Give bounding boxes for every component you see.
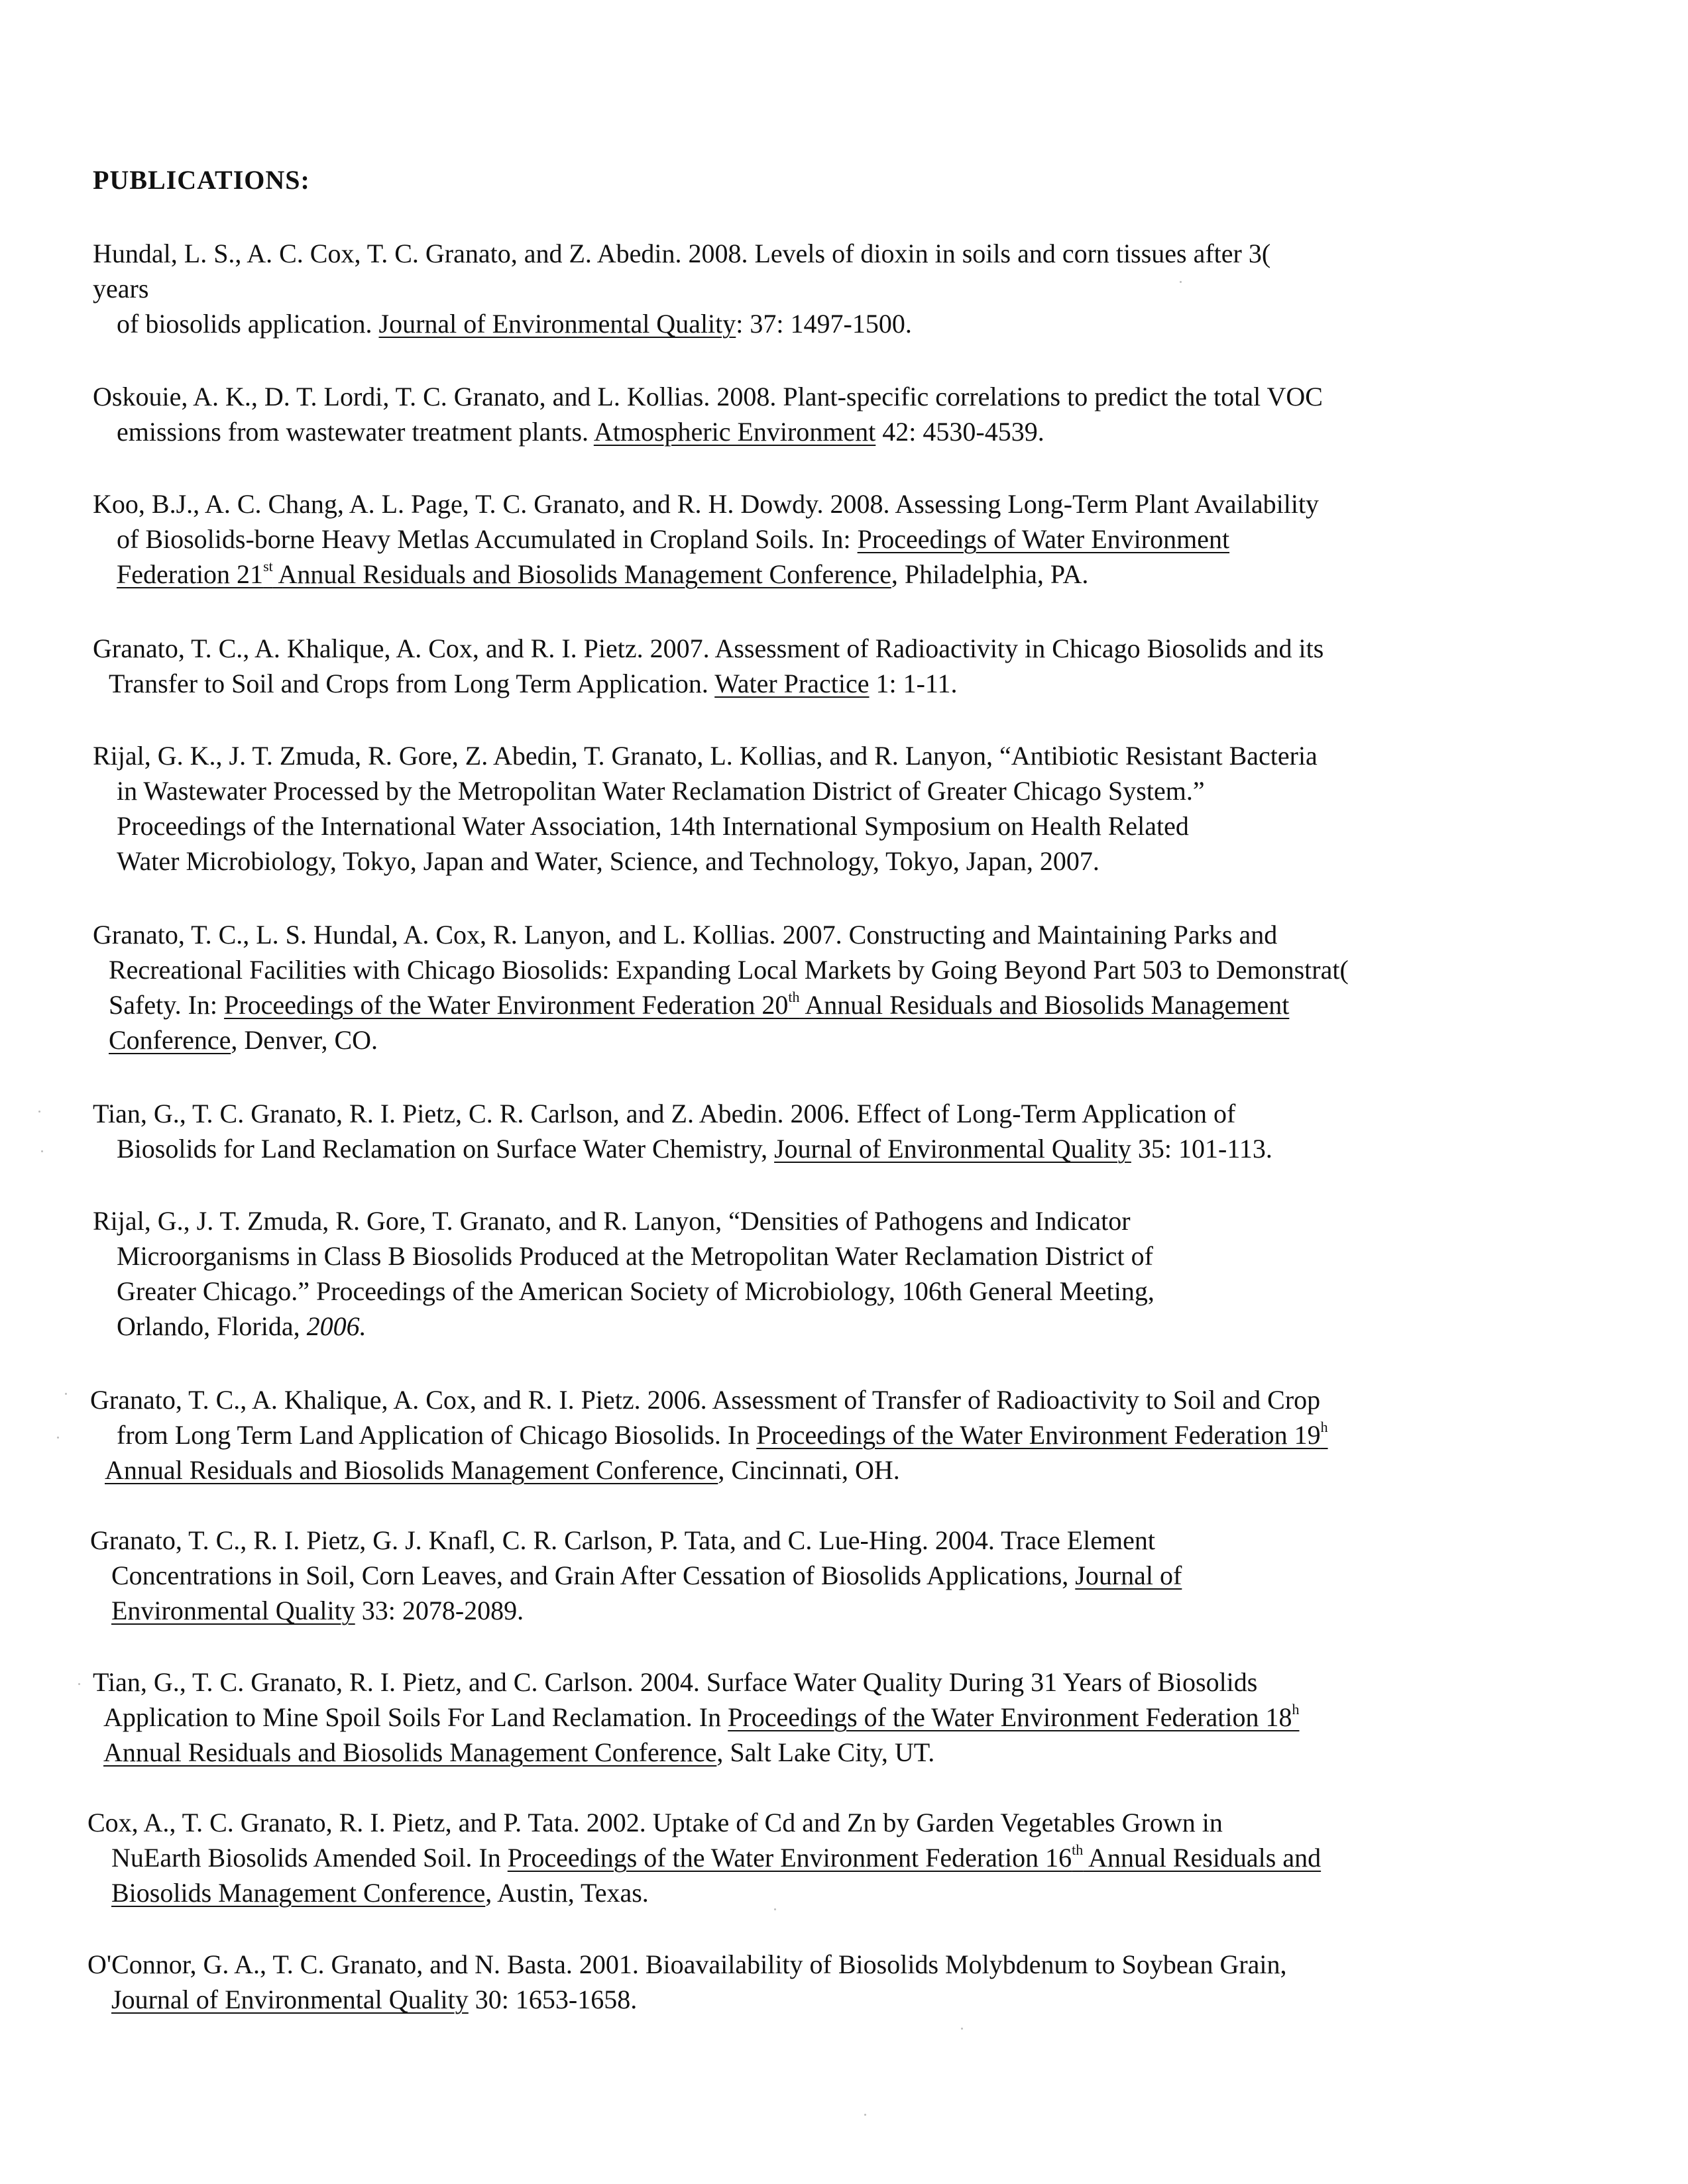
entry-line: [90, 1417, 1328, 1452]
entry-line: Granato, T. C., A. Khalique, A. Cox, and R. I. Pietz. 2007. Assessment of Radioactivity in Chicago Biosolids and its: [93, 633, 1324, 663]
entry-line: Tian, G., T. C. Granato, R. I. Pietz, C. R. Carlson, and Z. Abedin. 2006. Effect of Long-Term Application of: [93, 1099, 1236, 1128]
entry-line: O'Connor, G. A., T. C. Granato, and N. Basta. 2001. Bioavailability of Biosolids Molybdenum to Soybean Grain,: [87, 1949, 1287, 1979]
entry-line: Greater Chicago.” Proceedings of the American Society of Microbiology, 106th General Meeting,: [117, 1276, 1154, 1306]
publication-entry: [93, 631, 1323, 701]
entry-text: Federation 21: [117, 559, 264, 589]
entry-line: [93, 1309, 1154, 1344]
entry-line: [93, 521, 1319, 557]
entry-line: Proceedings of the International Water Association, 14th International Symposium on Health Related: [117, 811, 1189, 841]
entry-line: [93, 306, 1270, 341]
entry-text: Proceedings of the Water Environment Federation 18: [728, 1702, 1292, 1732]
journal-title: Journal of Environmental Quality: [378, 309, 736, 339]
entry-line: Koo, B.J., A. C. Chang, A. L. Page, T. C. Granato, and R. H. Dowdy. 2008. Assessing Long-Term Plant Availability: [93, 489, 1320, 519]
entry-line: [90, 1593, 1182, 1628]
entry-text: : 37: 1497-1500.: [736, 309, 912, 339]
scan-speck: [961, 2028, 963, 2030]
publication-entry: [93, 1665, 1300, 1770]
entry-text: 30: 1653-1658.: [468, 1985, 638, 2014]
scan-speck: [57, 1437, 59, 1439]
entry-line: in Wastewater Processed by the Metropolitan Water Reclamation District of Greater Chicago System.”: [117, 776, 1205, 806]
entry-year: 2006.: [306, 1311, 366, 1341]
entry-text: Annual Residuals and: [1083, 1843, 1322, 1873]
entry-text: Safety. In:: [109, 990, 225, 1020]
entry-line: Rijal, G., J. T. Zmuda, R. Gore, T. Granato, and R. Lanyon, “Densities of Pathogens and Indicator: [93, 1206, 1131, 1236]
entry-text: , Salt Lake City, UT.: [716, 1737, 935, 1767]
entry-line: [87, 1982, 1287, 2017]
ordinal-suffix: th: [1072, 1841, 1084, 1858]
entry-text: 33: 2078-2089.: [355, 1596, 524, 1625]
entry-line: [93, 666, 1323, 701]
entry-text: Orlando, Florida,: [117, 1311, 307, 1341]
entry-line: Cox, A., T. C. Granato, R. I. Pietz, and P. Tata. 2002. Uptake of Cd and Zn by Garden Vegetables Grown in: [87, 1808, 1223, 1837]
entry-line: [93, 1700, 1300, 1735]
entry-text: from Long Term Land Application of Chicago Biosolids. In: [117, 1420, 757, 1450]
entry-text: Proceedings of the Water Environment Federation 20: [224, 990, 789, 1020]
publications-heading: PUBLICATIONS:: [93, 165, 310, 195]
entry-line: Rijal, G. K., J. T. Zmuda, R. Gore, Z. Abedin, T. Granato, L. Kollias, and R. Lanyon, “Antibiotic Resistant Bacteria: [93, 741, 1318, 771]
entry-line: [93, 414, 1323, 449]
publication-entry: [93, 486, 1319, 592]
proceedings-title: [756, 1420, 1327, 1450]
entry-line: [93, 1131, 1272, 1166]
publication-entry: [93, 1096, 1272, 1166]
publication-entry: [93, 1203, 1154, 1344]
entry-text: Annual Residuals and Biosolids Management: [799, 990, 1290, 1020]
entry-text: of biosolids application.: [117, 309, 379, 339]
entry-line: [87, 1840, 1321, 1875]
entry-text: Transfer to Soil and Crops from Long Term Application.: [109, 669, 715, 698]
entry-line: Microorganisms in Class B Biosolids Produced at the Metropolitan Water Reclamation District of: [117, 1241, 1153, 1271]
publication-entry: [93, 917, 1349, 1058]
publication-entry: [93, 738, 1318, 879]
proceedings-title: [224, 990, 1289, 1020]
scan-speck: [41, 1150, 43, 1152]
entry-line: Tian, G., T. C. Granato, R. I. Pietz, and C. Carlson. 2004. Surface Water Quality During 31 Years of Biosolids: [93, 1667, 1258, 1697]
entry-line: Granato, T. C., A. Khalique, A. Cox, and R. I. Pietz. 2006. Assessment of Transfer of Radioactivity to Soil and Crop: [90, 1385, 1321, 1415]
entry-line: Hundal, L. S., A. C. Cox, T. C. Granato, and Z. Abedin. 2008. Levels of dioxin in soils and corn tissues after 3(: [93, 239, 1271, 268]
proceedings-title: [728, 1702, 1299, 1732]
ordinal-suffix: th: [788, 988, 800, 1005]
ordinal-suffix: h: [1320, 1418, 1328, 1435]
proceedings-title: Annual Residuals and Biosolids Management Conference: [105, 1455, 718, 1485]
proceedings-title: [508, 1843, 1321, 1873]
entry-line: [90, 1452, 1328, 1488]
scan-speck: [78, 1683, 80, 1685]
journal-title: Journal of: [1075, 1560, 1182, 1590]
entry-text: Proceedings of the Water Environment Federation 16: [507, 1843, 1072, 1873]
entry-text: NuEarth Biosolids Amended Soil. In: [111, 1843, 508, 1873]
journal-title: Atmospheric Environment: [593, 417, 876, 447]
ordinal-suffix: h: [1292, 1700, 1300, 1718]
entry-text: 42: 4530-4539.: [875, 417, 1044, 447]
entry-line: Granato, T. C., L. S. Hundal, A. Cox, R. Lanyon, and L. Kollias. 2007. Constructing and Maintaining Parks and: [93, 920, 1278, 950]
proceedings-title: Conference: [109, 1025, 231, 1055]
entry-text: , Cincinnati, OH.: [718, 1455, 900, 1485]
scan-speck: [65, 1393, 67, 1395]
entry-text: Annual Residuals and Biosolids Management Conference: [272, 559, 891, 589]
proceedings-title: Biosolids Management Conference: [111, 1878, 486, 1908]
entry-text: 35: 101-113.: [1131, 1134, 1272, 1164]
scan-speck: [864, 2114, 866, 2116]
proceedings-title: Annual Residuals and Biosolids Management Conference: [103, 1737, 717, 1767]
entry-line: [93, 1735, 1300, 1770]
entry-line: years: [93, 274, 149, 303]
entry-text: Proceedings of the Water Environment Federation 19: [756, 1420, 1321, 1450]
entry-text: 1: 1-11.: [869, 669, 958, 698]
journal-title: Water Practice: [714, 669, 870, 698]
entry-line: [90, 1558, 1182, 1593]
publication-entry: [93, 236, 1270, 341]
proceedings-title: Proceedings of Water Environment: [857, 524, 1230, 554]
entry-line: [87, 1875, 1321, 1910]
entry-text: , Austin, Texas.: [485, 1878, 649, 1908]
entry-text: emissions from wastewater treatment plants.: [117, 417, 594, 447]
entry-line: Recreational Facilities with Chicago Biosolids: Expanding Local Markets by Going Beyond Part 503 to Demonstrat(: [109, 955, 1349, 985]
scan-speck: [38, 1111, 40, 1113]
scan-speck: [774, 1908, 776, 1910]
journal-title: Journal of Environmental Quality: [774, 1134, 1131, 1164]
entry-line: Granato, T. C., R. I. Pietz, G. J. Knafl, C. R. Carlson, P. Tata, and C. Lue-Hing. 2004. Trace Element: [90, 1525, 1156, 1555]
entry-line: [93, 557, 1319, 592]
entry-line: [93, 987, 1349, 1022]
proceedings-title: [117, 559, 891, 589]
publication-entry: [93, 379, 1323, 449]
entry-line: [93, 1022, 1349, 1058]
journal-title: Journal of Environmental Quality: [111, 1985, 469, 2014]
entry-text: Biosolids for Land Reclamation on Surface Water Chemistry,: [117, 1134, 775, 1164]
journal-title: Environmental Quality: [111, 1596, 355, 1625]
publication-entry: [90, 1523, 1182, 1628]
entry-line: Water Microbiology, Tokyo, Japan and Water, Science, and Technology, Tokyo, Japan, 2007.: [117, 846, 1099, 876]
publication-entry: [87, 1805, 1321, 1910]
entry-text: of Biosolids-borne Heavy Metlas Accumulated in Cropland Soils. In:: [117, 524, 858, 554]
publication-entry: [90, 1382, 1328, 1488]
publication-entry: [87, 1947, 1287, 2017]
entry-text: , Denver, CO.: [231, 1025, 378, 1055]
entry-text: Application to Mine Spoil Soils For Land Reclamation. In: [103, 1702, 728, 1732]
entry-text: Concentrations in Soil, Corn Leaves, and Grain After Cessation of Biosolids Applications,: [111, 1560, 1076, 1590]
scan-speck: [1180, 281, 1182, 283]
entry-line: Oskouie, A. K., D. T. Lordi, T. C. Granato, and L. Kollias. 2008. Plant-specific correlations to predict the total VOC: [93, 382, 1323, 411]
ordinal-suffix: st: [263, 557, 273, 574]
entry-text: , Philadelphia, PA.: [891, 559, 1089, 589]
